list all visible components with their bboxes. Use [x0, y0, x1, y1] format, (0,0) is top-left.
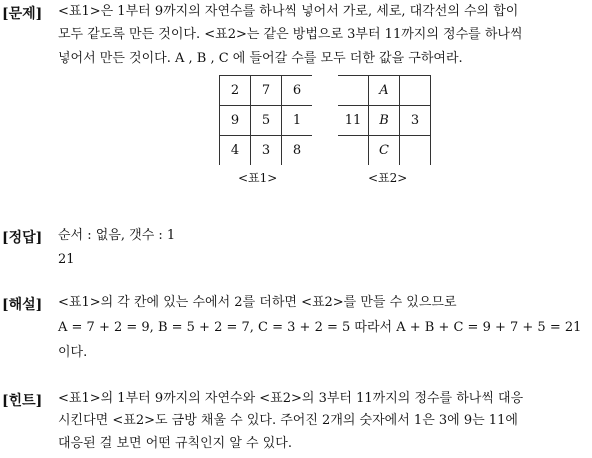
explanation-line-1: <표1>의 각 칸에 있는 수에서 2를 더하면 <표2>를 만들 수 있으므로 — [58, 295, 457, 310]
explanation-tag: [해설] — [2, 297, 43, 313]
table-row — [338, 76, 431, 106]
table-cell: 3 — [400, 106, 431, 136]
table-1 — [219, 75, 312, 165]
tables-area — [0, 75, 592, 190]
table-cell — [400, 76, 431, 106]
table-cell: B — [369, 106, 400, 136]
table-cell: C — [369, 136, 400, 166]
table-cell: 4 — [220, 136, 251, 166]
table-cell: 5 — [251, 106, 282, 136]
problem-tag: [문제] — [2, 6, 43, 22]
hint-line-2: 시킨다면 <표2>도 금방 채울 수 있다. 주어진 2개의 숫자에서 1은 3에 9는 11에 — [58, 413, 518, 428]
table-row — [220, 106, 313, 136]
table-cell: 3 — [251, 136, 282, 166]
answer-tag: [정답] — [2, 230, 43, 246]
table-cell: 6 — [282, 76, 313, 106]
table-row — [338, 136, 431, 166]
table-2 — [338, 75, 431, 165]
table-row — [220, 136, 313, 166]
table-cell: 11 — [338, 106, 369, 136]
answer-line-2: 21 — [58, 252, 75, 267]
table-cell — [338, 76, 369, 106]
table-cell — [400, 136, 431, 166]
table-1-caption: <표1> — [238, 171, 278, 185]
table-cell: 8 — [282, 136, 313, 166]
table-cell: 9 — [220, 106, 251, 136]
answer-line-1: 순서 : 없음, 갯수 : 1 — [58, 228, 176, 243]
table-cell: A — [369, 76, 400, 106]
table-cell: 2 — [220, 76, 251, 106]
table-row — [220, 76, 313, 106]
table-2-caption: <표2> — [368, 171, 408, 185]
table-cell: 7 — [251, 76, 282, 106]
hint-line-1: <표1>의 1부터 9까지의 자연수와 <표2>의 3부터 11까지의 정수를 하나씩 대응 — [58, 391, 524, 406]
problem-line-3: 넣어서 만든 것이다. A , B , C 에 들어갈 수를 모두 더한 값을 구하여라. — [58, 51, 463, 66]
table-row — [338, 106, 431, 136]
hint-tag: [힌트] — [2, 393, 43, 409]
problem-line-2: 모두 같도록 만든 것이다. <표2>는 같은 방법으로 3부터 11까지의 정수를 하나씩 — [58, 27, 523, 42]
problem-line-1: <표1>은 1부터 9까지의 자연수를 하나씩 넣어서 가로, 세로, 대각선의 수의 합이 — [58, 4, 519, 19]
explanation-line-2: A = 7 + 2 = 9, B = 5 + 2 = 7, C = 3 + 2 = 5 따라서 A + B + C = 9 + 7 + 5 = 21 — [58, 320, 582, 335]
table-cell: 1 — [282, 106, 313, 136]
hint-line-3: 대응된 걸 보면 어떤 규칙인지 알 수 있다. — [58, 436, 292, 451]
explanation-line-3: 이다. — [58, 345, 88, 360]
table-cell — [338, 136, 369, 166]
